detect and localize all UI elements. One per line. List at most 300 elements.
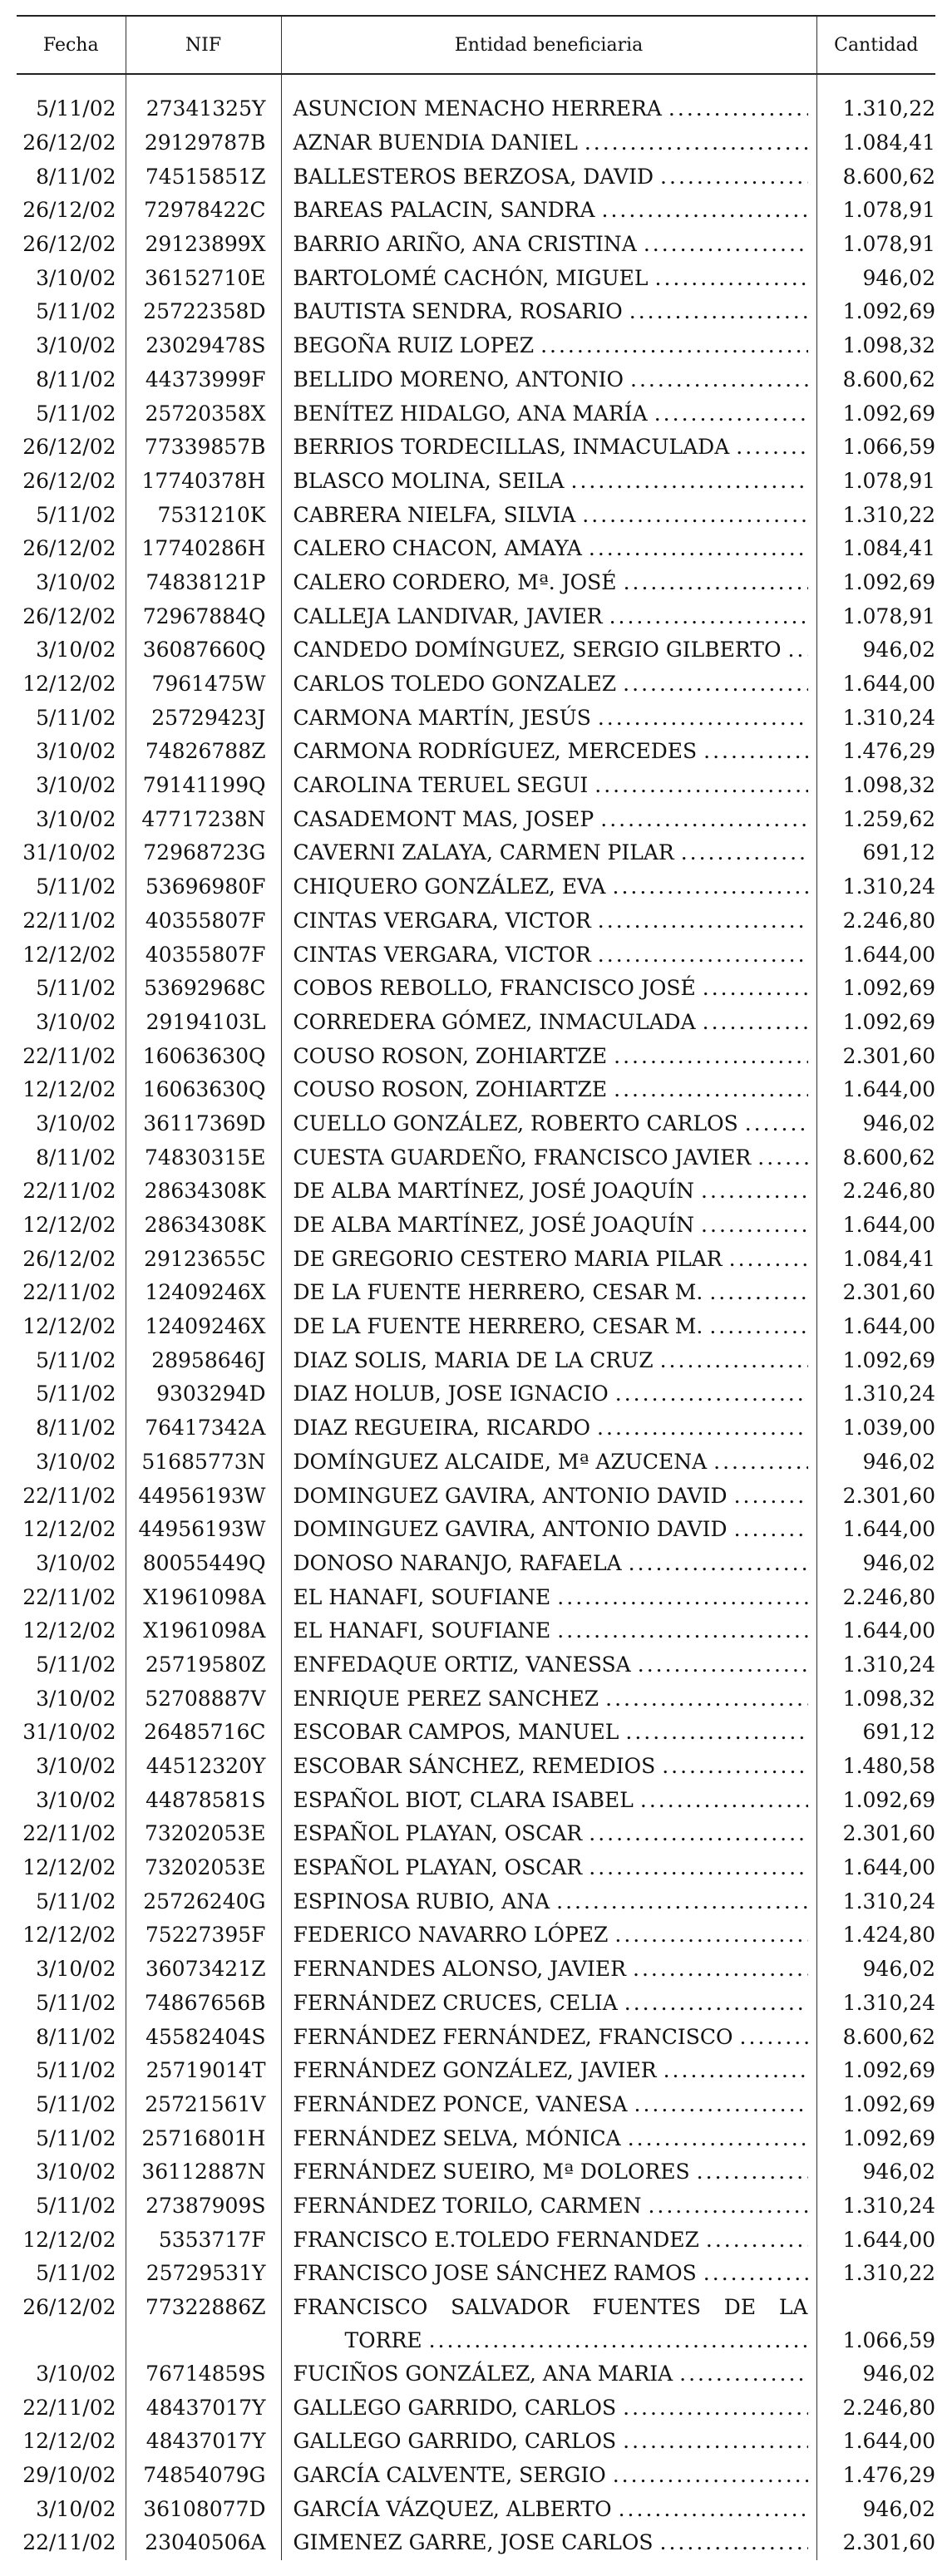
dot-leader (590, 1411, 807, 1445)
beneficiary-name: CUESTA GUARDEÑO, FRANCISCO JAVIER (293, 1145, 752, 1170)
dot-leader (655, 1750, 807, 1783)
table-row (17, 2088, 935, 2122)
table-row (17, 1107, 935, 1141)
cell-fecha: 22/11/02 (17, 2391, 126, 2425)
beneficiary-name: GARCÍA CALVENTE, SERGIO (293, 2463, 606, 2488)
table-body (17, 92, 935, 2560)
cell-fecha: 3/10/02 (17, 1783, 126, 1817)
cell-entidad (281, 2257, 816, 2291)
cell-entidad (281, 2088, 816, 2122)
cell-entidad (281, 1547, 816, 1581)
beneficiary-name: DIAZ REGUEIRA, RICARDO (293, 1416, 591, 1441)
cell-nif: 74826788Z (126, 735, 281, 769)
table-row (17, 1614, 935, 1648)
cell-fecha: 3/10/02 (17, 566, 126, 600)
table-row (17, 1073, 935, 1107)
dot-leader (619, 1716, 807, 1749)
beneficiary-name: COBOS REBOLLO, FRANCISCO JOSÉ (293, 976, 696, 1001)
cell-fecha: 22/11/02 (17, 1039, 126, 1073)
cell-entidad (281, 465, 816, 499)
table-row (17, 1175, 935, 1209)
dot-leader (582, 532, 808, 565)
dot-leader (534, 329, 807, 362)
table-row (17, 1140, 935, 1175)
dot-leader (634, 1784, 808, 1817)
cell-entidad (281, 329, 816, 363)
beneficiary-name: BELLIDO MORENO, ANTONIO (293, 367, 624, 392)
table-row (17, 1851, 935, 1885)
cell-cantidad: 1.084,41 (842, 131, 935, 155)
cell-fecha: 22/11/02 (17, 904, 126, 938)
cell-fecha: 5/11/02 (17, 1343, 126, 1377)
cell-fecha: 12/12/02 (17, 1310, 126, 1344)
cell-fecha: 3/10/02 (17, 735, 126, 769)
dot-leader (624, 363, 808, 396)
table-row (17, 2357, 935, 2391)
dot-leader (654, 160, 807, 194)
cell-entidad (281, 1039, 816, 1073)
cell-fecha: 22/11/02 (17, 1276, 126, 1310)
dot-leader (637, 228, 808, 261)
cell-fecha: 8/11/02 (17, 363, 126, 397)
cell-cantidad: 1.644,00 (842, 2429, 935, 2454)
dot-leader (607, 1073, 807, 1106)
table-row (17, 1242, 935, 1276)
table-row (17, 329, 935, 363)
cell-nif: 17740286H (126, 532, 281, 566)
dot-leader (599, 1682, 807, 1716)
cell-fecha: 22/11/02 (17, 1580, 126, 1614)
dot-leader (617, 566, 808, 599)
cell-fecha: 12/12/02 (17, 2425, 126, 2459)
cell-nif: 9303294D (126, 1377, 281, 1411)
table-row (17, 1918, 935, 1953)
cell-entidad (281, 599, 816, 633)
cell-fecha: 5/11/02 (17, 972, 126, 1006)
table-row (17, 1580, 935, 1614)
cell-fecha: 26/12/02 (17, 2291, 126, 2357)
beneficiary-name: DONOSO NARANJO, RAFAELA (293, 1550, 622, 1575)
dot-leader (606, 870, 808, 904)
cell-nif: 25722358D (126, 295, 281, 329)
cell-nif: 53696980F (126, 870, 281, 904)
beneficiary-name: EL HANAFI, SOUFIANE (293, 1584, 551, 1609)
dot-leader (631, 1648, 808, 1682)
cell-fecha: 5/11/02 (17, 295, 126, 329)
dot-leader (728, 1480, 808, 1513)
cell-nif: 26485716C (126, 1716, 281, 1750)
cell-fecha: 3/10/02 (17, 261, 126, 295)
dot-leader (674, 836, 808, 869)
dot-leader (607, 1040, 807, 1073)
cell-cantidad: 1.259,62 (842, 806, 935, 831)
cell-entidad (281, 2121, 816, 2155)
cell-entidad (281, 1884, 816, 1918)
table-row (17, 532, 935, 566)
cell-nif: 29194103L (126, 1006, 281, 1040)
dot-leader (618, 1987, 808, 2020)
cell-nif: 29123655C (126, 1242, 281, 1276)
cell-cantidad: 1.310,24 (842, 874, 935, 899)
cell-cantidad: 1.644,00 (842, 672, 935, 697)
cell-cantidad: 1.310,24 (842, 1382, 935, 1406)
table-row (17, 2121, 935, 2155)
dot-leader (606, 2459, 808, 2492)
cell-cantidad: 1.310,24 (842, 2193, 935, 2218)
dot-leader (588, 769, 807, 802)
cell-nif: 74838121P (126, 566, 281, 600)
cell-entidad (281, 1107, 816, 1141)
cell-nif: 28634308K (126, 1209, 281, 1243)
table-row (17, 2020, 935, 2054)
cell-entidad (281, 938, 816, 972)
beneficiary-name: GALLEGO GARRIDO, CARLOS (293, 2395, 617, 2420)
dot-leader (622, 1547, 808, 1580)
cell-cantidad: 1.098,32 (842, 333, 935, 358)
cell-cantidad: 1.066,59 (842, 435, 935, 460)
dot-leader (654, 2526, 808, 2559)
cell-entidad (281, 1851, 816, 1885)
cell-cantidad: 1.480,58 (842, 1754, 935, 1779)
beneficiary-name: CASADEMONT MAS, JOSEP (293, 806, 594, 831)
beneficiary-name: GIMENEZ GARRE, JOSE CARLOS (293, 2530, 654, 2555)
table-row (17, 2223, 935, 2257)
dot-leader (694, 1175, 807, 1208)
cell-nif: 80055449Q (126, 1547, 281, 1581)
cell-cantidad: 1.084,41 (842, 536, 935, 561)
cell-nif: 7961475W (126, 667, 281, 702)
cell-cantidad: 1.310,24 (842, 1652, 935, 1677)
cell-entidad (281, 1953, 816, 1987)
dot-leader (648, 397, 808, 431)
cell-cantidad: 1.092,69 (842, 1347, 935, 1372)
cell-entidad (281, 769, 816, 803)
cell-nif: 48437017Y (126, 2425, 281, 2459)
beneficiary-name: FERNÁNDEZ FERNÁNDEZ, FRANCISCO (293, 2024, 733, 2049)
beneficiary-name: DIAZ HOLUB, JOSE IGNACIO (293, 1382, 609, 1406)
dot-leader (738, 1107, 808, 1140)
cell-fecha: 5/11/02 (17, 701, 126, 735)
cell-entidad (281, 363, 816, 397)
cell-fecha: 5/11/02 (17, 2257, 126, 2291)
cell-cantidad: 946,02 (862, 1957, 935, 1982)
table-row (17, 972, 935, 1006)
beneficiary-name: FRANCISCO SALVADOR FUENTES DE LA (293, 2294, 808, 2319)
cell-entidad (281, 1580, 816, 1614)
cell-entidad (281, 1242, 816, 1276)
beneficiary-name: BALLESTEROS BERZOSA, DAVID (293, 164, 654, 189)
cell-cantidad: 2.301,60 (842, 1821, 935, 1846)
table-row (17, 1783, 935, 1817)
beneficiary-name: COUSO ROSON, ZOHIARTZE (293, 1043, 608, 1068)
cell-fecha: 3/10/02 (17, 1446, 126, 1480)
dot-leader (699, 2224, 808, 2257)
cell-cantidad: 1.644,00 (842, 2227, 935, 2252)
table-row (17, 2526, 935, 2560)
table-row (17, 126, 935, 160)
cell-entidad (281, 972, 816, 1006)
cell-cantidad: 946,02 (862, 1550, 935, 1575)
cell-entidad (281, 1140, 816, 1175)
cell-cantidad: 1.310,24 (842, 1889, 935, 1914)
cell-fecha: 3/10/02 (17, 802, 126, 836)
cell-fecha: 3/10/02 (17, 769, 126, 803)
cell-nif: 73202053E (126, 1817, 281, 1851)
cell-cantidad: 2.301,60 (842, 1483, 935, 1508)
cell-nif: 74830315E (126, 1140, 281, 1175)
table-row (17, 1310, 935, 1344)
cell-nif: X1961098A (126, 1580, 281, 1614)
cell-cantidad: 2.246,80 (842, 908, 935, 933)
cell-fecha: 26/12/02 (17, 194, 126, 228)
beneficiaries-table (17, 15, 935, 2560)
cell-entidad (281, 701, 816, 735)
beneficiary-name: CAVERNI ZALAYA, CARMEN PILAR (293, 840, 674, 865)
cell-fecha: 12/12/02 (17, 1513, 126, 1547)
cell-fecha: 5/11/02 (17, 2054, 126, 2088)
dot-leader (550, 1614, 807, 1648)
cell-nif: 36117369D (126, 1107, 281, 1141)
cell-nif: 75227395F (126, 1918, 281, 1953)
dot-leader (575, 499, 807, 532)
cell-fecha: 26/12/02 (17, 532, 126, 566)
cell-cantidad: 1.644,00 (842, 1213, 935, 1238)
cell-entidad (281, 1479, 816, 1513)
cell-entidad (281, 1073, 816, 1107)
dot-leader (591, 904, 808, 938)
cell-cantidad: 1.310,24 (842, 705, 935, 730)
cell-nif: 72978422C (126, 194, 281, 228)
cell-fecha: 26/12/02 (17, 126, 126, 160)
cell-fecha: 12/12/02 (17, 2223, 126, 2257)
cell-entidad (281, 1343, 816, 1377)
table-row (17, 701, 935, 735)
cell-cantidad: 1.092,69 (842, 2091, 935, 2116)
cell-fecha: 26/12/02 (17, 228, 126, 262)
table-row (17, 1716, 935, 1750)
beneficiary-name: ESCOBAR CAMPOS, MANUEL (293, 1720, 619, 1745)
cell-entidad (281, 1310, 816, 1344)
cell-nif: 47717238N (126, 802, 281, 836)
beneficiary-name: ESPAÑOL PLAYAN, OSCAR (293, 1821, 583, 1846)
cell-fecha: 5/11/02 (17, 1884, 126, 1918)
cell-fecha: 8/11/02 (17, 2020, 126, 2054)
table-row (17, 566, 935, 600)
dot-leader (603, 600, 808, 633)
cell-entidad (281, 836, 816, 870)
beneficiary-name: FUCIÑOS GONZÁLEZ, ANA MARIA (293, 2362, 673, 2386)
beneficiary-name: AZNAR BUENDIA DANIEL (293, 131, 578, 155)
cell-entidad (281, 1377, 816, 1411)
cell-fecha: 5/11/02 (17, 2088, 126, 2122)
table-row (17, 160, 935, 194)
beneficiary-name: DIAZ SOLIS, MARIA DE LA CRUZ (293, 1347, 654, 1372)
cell-fecha: 12/12/02 (17, 1209, 126, 1243)
beneficiary-name: CINTAS VERGARA, VICTOR (293, 942, 591, 967)
table-row (17, 1750, 935, 1784)
beneficiary-name: ENFEDAQUE ORTIZ, VANESSA (293, 1652, 631, 1677)
beneficiary-name: FERNÁNDEZ GONZÁLEZ, JAVIER (293, 2058, 657, 2083)
cell-cantidad: 946,02 (862, 265, 935, 290)
cell-entidad (281, 1918, 816, 1953)
cell-fecha: 3/10/02 (17, 1953, 126, 1987)
cell-nif: 27341325Y (126, 92, 281, 126)
cell-entidad (281, 904, 816, 938)
beneficiary-name: CALERO CHACON, AMAYA (293, 536, 582, 561)
column-header-nif: NIF (126, 16, 281, 74)
dot-leader (696, 972, 808, 1005)
table-header-row (17, 16, 935, 74)
dot-leader (422, 2324, 808, 2357)
beneficiary-name: CANDEDO DOMÍNGUEZ, SERGIO GILBERTO (293, 638, 782, 662)
cell-nif: 48437017Y (126, 2391, 281, 2425)
table-row (17, 1817, 935, 1851)
beneficiary-name: CALLEJA LANDIVAR, JAVIER (293, 603, 603, 628)
beneficiary-name: CUELLO GONZÁLEZ, ROBERTO CARLOS (293, 1111, 738, 1135)
dot-leader (578, 126, 808, 160)
beneficiary-name: FERNÁNDEZ TORILO, CARMEN (293, 2193, 642, 2218)
cell-fecha: 3/10/02 (17, 2357, 126, 2391)
cell-fecha: 26/12/02 (17, 431, 126, 465)
beneficiary-name: CALERO CORDERO, Mª. JOSÉ (293, 569, 617, 594)
beneficiary-name: BARRIO ARIÑO, ANA CRISTINA (293, 232, 637, 257)
beneficiary-name: CINTAS VERGARA, VICTOR (293, 908, 591, 933)
cell-fecha: 22/11/02 (17, 2526, 126, 2560)
cell-entidad (281, 2459, 816, 2493)
cell-cantidad: 1.310,24 (842, 1990, 935, 2015)
cell-entidad (281, 1987, 816, 2021)
cell-fecha: 22/11/02 (17, 1817, 126, 1851)
cell-fecha: 3/10/02 (17, 633, 126, 667)
cell-entidad (281, 1276, 816, 1310)
cell-entidad (281, 1006, 816, 1040)
beneficiary-name: FERNÁNDEZ CRUCES, CELIA (293, 1990, 618, 2015)
table-row (17, 1039, 935, 1073)
cell-cantidad: 691,12 (862, 840, 935, 865)
table-row (17, 1513, 935, 1547)
cell-entidad (281, 2391, 816, 2425)
cell-nif: 44373999F (126, 363, 281, 397)
beneficiary-name: DE GREGORIO CESTERO MARIA PILAR (293, 1246, 723, 1271)
dot-leader (697, 735, 807, 768)
dot-leader (550, 1581, 807, 1614)
cell-entidad (281, 2357, 816, 2391)
dot-leader (612, 2493, 808, 2526)
cell-cantidad: 8.600,62 (842, 164, 935, 189)
cell-fecha: 8/11/02 (17, 1140, 126, 1175)
table-row (17, 904, 935, 938)
cell-nif: 28958646J (126, 1343, 281, 1377)
cell-nif: 36152710E (126, 261, 281, 295)
cell-entidad (281, 667, 816, 702)
beneficiary-name: CABRERA NIELFA, SILVIA (293, 502, 576, 527)
cell-entidad (281, 160, 816, 194)
cell-cantidad: 1.092,69 (842, 569, 935, 594)
cell-entidad (281, 735, 816, 769)
cell-cantidad: 946,02 (862, 1111, 935, 1135)
beneficiary-name: FEDERICO NAVARRO LÓPEZ (293, 1923, 609, 1948)
table-row (17, 1411, 935, 1446)
dot-leader (616, 2425, 807, 2458)
beneficiary-name: DE ALBA MARTÍNEZ, JOSÉ JOAQUÍN (293, 1213, 695, 1238)
cell-nif: 36087660Q (126, 633, 281, 667)
cell-cantidad: 1.310,22 (842, 96, 935, 121)
cell-fecha: 31/10/02 (17, 1716, 126, 1750)
dot-leader (591, 938, 808, 972)
table-row (17, 228, 935, 262)
cell-entidad (281, 1513, 816, 1547)
cell-entidad (281, 1783, 816, 1817)
cell-cantidad: 2.301,60 (842, 1280, 935, 1305)
cell-cantidad: 2.246,80 (842, 1179, 935, 1204)
cell-nif: 25729423J (126, 701, 281, 735)
cell-nif: 25719014T (126, 2054, 281, 2088)
table-row (17, 870, 935, 904)
beneficiary-name: DE LA FUENTE HERRERO, CESAR M. (293, 1280, 703, 1305)
cell-nif: 74854079G (126, 2459, 281, 2493)
cell-entidad (281, 1446, 816, 1480)
cell-entidad (281, 431, 816, 465)
dot-leader (728, 1513, 808, 1546)
cell-nif: 25726240G (126, 1884, 281, 1918)
dot-leader (657, 2054, 808, 2087)
beneficiary-name: FRANCISCO E.TOLEDO FERNANDEZ (293, 2227, 699, 2252)
dot-leader (781, 633, 807, 667)
table-row (17, 2189, 935, 2224)
cell-nif: 51685773N (126, 1446, 281, 1480)
cell-nif: 5353717F (126, 2223, 281, 2257)
cell-fecha: 12/12/02 (17, 1073, 126, 1107)
cell-nif: 28634308K (126, 1175, 281, 1209)
table-row (17, 2425, 935, 2459)
cell-fecha: 3/10/02 (17, 1750, 126, 1784)
cell-fecha: 5/11/02 (17, 1987, 126, 2021)
dot-leader (707, 1446, 807, 1479)
cell-entidad (281, 1614, 816, 1648)
cell-entidad (281, 92, 816, 126)
cell-entidad (281, 261, 816, 295)
cell-entidad (281, 2189, 816, 2224)
cell-cantidad: 2.246,80 (842, 2395, 935, 2420)
cell-nif: 36112887N (126, 2155, 281, 2189)
cell-cantidad: 946,02 (862, 638, 935, 662)
cell-fecha: 5/11/02 (17, 2189, 126, 2224)
table-row (17, 1343, 935, 1377)
cell-fecha: 5/11/02 (17, 498, 126, 532)
dot-leader (690, 2155, 808, 2189)
beneficiary-name: FERNANDES ALONSO, JAVIER (293, 1957, 627, 1982)
cell-cantidad: 1.092,69 (842, 401, 935, 426)
beneficiary-name: ESPINOSA RUBIO, ANA (293, 1889, 550, 1914)
cell-fecha: 3/10/02 (17, 2155, 126, 2189)
table-row (17, 2155, 935, 2189)
cell-fecha: 8/11/02 (17, 1411, 126, 1446)
cell-nif: 73202053E (126, 1851, 281, 1885)
cell-fecha: 3/10/02 (17, 1682, 126, 1716)
table-row (17, 1006, 935, 1040)
beneficiary-name: CAROLINA TERUEL SEGUI (293, 773, 589, 798)
cell-cantidad: 946,02 (862, 2362, 935, 2386)
table-row (17, 1446, 935, 1480)
cell-fecha: 26/12/02 (17, 465, 126, 499)
cell-nif: 16063630Q (126, 1039, 281, 1073)
table-row (17, 2257, 935, 2291)
cell-cantidad: 1.039,00 (842, 1416, 935, 1441)
cell-fecha: 5/11/02 (17, 92, 126, 126)
column-header-cantidad: Cantidad (816, 16, 935, 74)
beneficiary-name: CARMONA MARTÍN, JESÚS (293, 705, 591, 730)
beneficiary-name: FERNÁNDEZ SELVA, MÓNICA (293, 2125, 621, 2150)
